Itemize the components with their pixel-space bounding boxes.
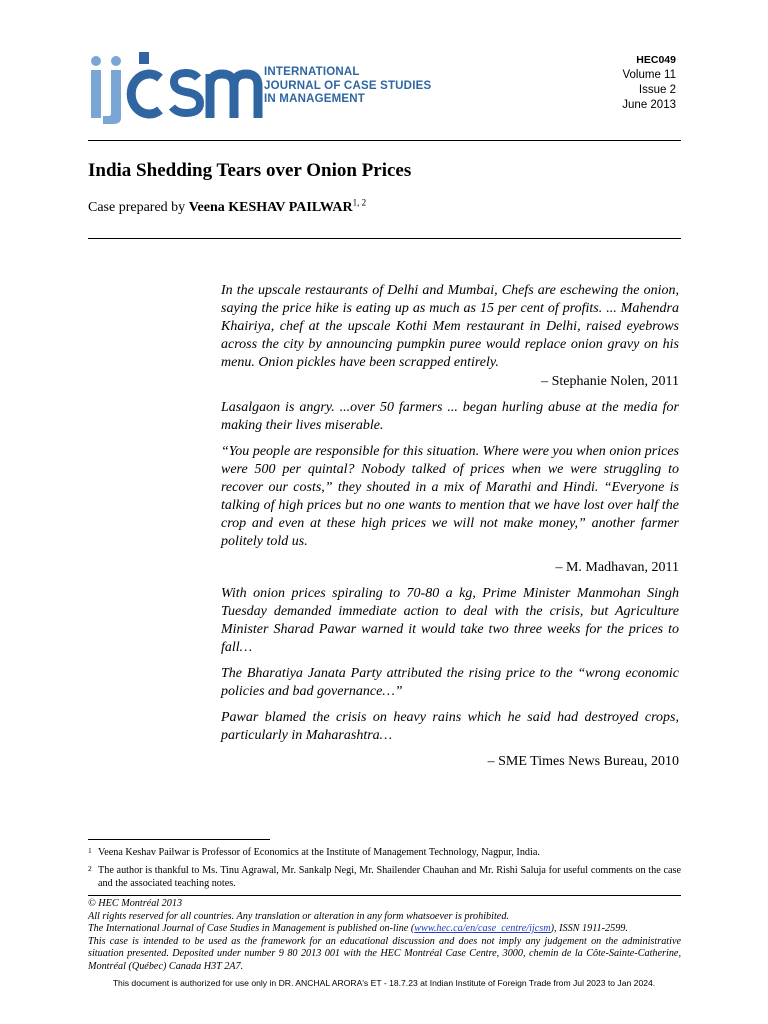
usage-disclaimer: This case is intended to be used as the framework for an educational discussion and does not imply any judgement on the administrative situation presented. Deposited under number 9 80 2013 001 with the HEC Montréal Case Centre, 3000, chemin de la Côte-Sainte-Catherine, Montréal (Québec) Canada H3T 2A7. [88, 935, 681, 972]
case-code: HEC049 [636, 54, 676, 66]
title-divider [88, 238, 681, 239]
quote-paragraph: Pawar blamed the crisis on heavy rains which he said had destroyed crops, particularly in Maharashtra… [221, 710, 679, 743]
copyright-notice [88, 898, 681, 974]
quote-paragraph: With onion prices spiraling to 70-80 a kg, Prime Minister Manmohan Singh Tuesday demanded immediate action to deal with the crisis, but Agriculture Minister Sharad Pawar warned it would take two three weeks for the prices to fall… [221, 586, 679, 655]
epigraph-quotes [221, 282, 679, 771]
quote-paragraph: In the upscale restaurants of Delhi and Mumbai, Chefs are eschewing the onion, saying the price hike is eating up as much as 15 per cent of profits. ... Mahendra Khairiya, chef at the upscale Kothi Mem restaurant in Delhi, raised eyebrows across the city by announcing pumpkin puree would replace onion gravy on his menu. Onion pickles have been scrapped entirely. [221, 283, 679, 370]
header-divider [88, 140, 681, 141]
footnote-divider [88, 839, 270, 840]
byline [88, 197, 367, 216]
author-footnote-refs: 1, 2 [352, 197, 367, 208]
issue-metadata [622, 53, 676, 113]
authorization-notice: This document is authorized for use only in DR. ANCHAL ARORA's ET - 18.7.23 at Indian Institute of Foreign Trade from Jul 2023 to Jan 2024. [112, 978, 656, 988]
volume: Volume 11 [622, 69, 676, 81]
footnote-2 [88, 864, 681, 890]
ijcsm-logo-mark [88, 52, 263, 124]
quote-source: – Stephanie Nolen, 2011 [541, 374, 679, 389]
publication-date: June 2013 [622, 99, 676, 111]
quote-paragraph: The Bharatiya Janata Party attributed the rising price to the “wrong economic policies and bad governance…” [221, 666, 679, 699]
quote-source: – M. Madhavan, 2011 [555, 560, 679, 575]
footnotes [88, 846, 681, 895]
footnote-text: Veena Keshav Pailwar is Professor of Economics at the Institute of Management Technology, Nagpur, India. [98, 847, 540, 858]
footnote-number: 1 [88, 846, 92, 855]
rights-line: All rights reserved for all countries. Any translation or alteration in any form whatsoever is prohibited. [88, 910, 509, 922]
footnote-1 [88, 846, 681, 859]
footnote-text: The author is thankful to Ms. Tinu Agrawal, Mr. Sankalp Negi, Mr. Shailender Chauhan and Mr. Rishi Saluja for useful comments on the case and the associated teaching notes. [98, 865, 681, 889]
publication-line: The International Journal of Case Studies in Management is published on-line (www.hec.ca/en/case_centre/ijcsm), ISSN 1911-2599. [88, 923, 628, 935]
copyright-line: © HEC Montréal 2013 [88, 898, 183, 909]
journal-url-link[interactable]: www.hec.ca/en/case_centre/ijcsm [414, 923, 551, 935]
copyright-divider [88, 895, 681, 896]
case-title: India Shedding Tears over Onion Prices [88, 160, 412, 181]
journal-name: INTERNATIONAL JOURNAL OF CASE STUDIES IN MANAGEMENT [264, 66, 432, 105]
quote-paragraph: Lasalgaon is angry. ...over 50 farmers ... began hurling abuse at the media for making their lives miserable. [221, 400, 679, 433]
quote-source: – SME Times News Bureau, 2010 [487, 754, 679, 769]
issue: Issue 2 [638, 84, 676, 96]
quote-paragraph: “You people are responsible for this situation. Where were you when onion prices were 500 per quintal? Nobody talked of prices when we were struggling to recover our costs,” they shouted in a mix of Marathi and Hindi. “Everyone is talking of high prices but no one wants to mention that we have lost over half the crop and even at these high prices we will not make money,” another farmer politely told us. [221, 444, 679, 549]
author-name: Veena KESHAV PAILWAR [188, 200, 353, 215]
footnote-number: 2 [88, 864, 92, 873]
byline-prefix: Case prepared by [88, 200, 189, 215]
